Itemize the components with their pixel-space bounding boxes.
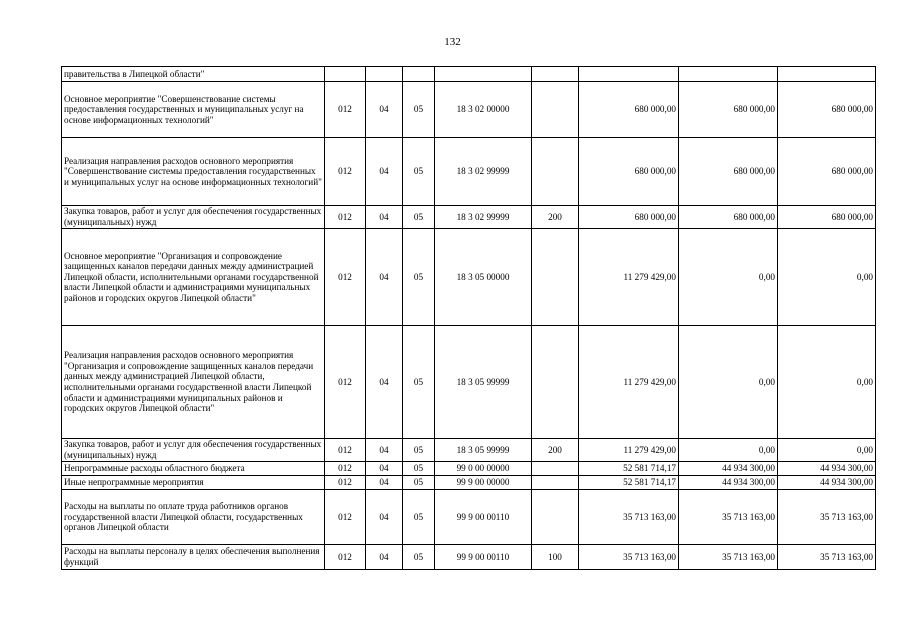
amount-year-3: 0,00 [778,439,876,462]
row-description: правительства в Липецкой области" [62,67,325,82]
ministry-code: 012 [325,229,366,326]
amount-year-3: 44 934 300,00 [778,462,876,476]
row-description: Закупка товаров, работ и услуг для обеспечения государственных (муниципальных) нужд [62,439,325,462]
amount-year-2: 0,00 [679,326,778,439]
target-article-code: 99 9 00 00000 [435,476,532,490]
row-description: Реализация направления расходов основного мероприятия "Совершенствование системы предоставления государственных и муниципальных услуг на основе информационных технологий" [62,138,325,206]
subsection-code: 05 [403,462,435,476]
row-description: Основное мероприятие "Совершенствование системы предоставления государственных и муниципальных услуг на основе информационных технологий" [62,82,325,138]
amount-year-3: 680 000,00 [778,206,876,229]
expense-type-code: 100 [532,545,579,570]
section-code: 04 [366,138,403,206]
budget-table [61,66,876,570]
amount-year-2: 680 000,00 [679,138,778,206]
amount-year-3: 0,00 [778,326,876,439]
section-code: 04 [366,476,403,490]
row-description: Реализация направления расходов основного мероприятия "Организация и сопровождение защищенных каналов передачи данных между администрацией Липецкой области, исполнительными органами государственной власти Липецкой области и администрациями муниципальных районов и городских округов Липецкой области" [62,326,325,439]
table-row [62,490,876,545]
table-row [62,138,876,206]
row-description: Иные непрограммные мероприятия [62,476,325,490]
ministry-code: 012 [325,326,366,439]
target-article-code: 18 3 02 99999 [435,138,532,206]
section-code: 04 [366,82,403,138]
amount-year-2: 680 000,00 [679,206,778,229]
amount-year-3: 35 713 163,00 [778,490,876,545]
amount-year-1: 11 279 429,00 [579,229,679,326]
row-description: Расходы на выплаты по оплате труда работников органов государственной власти Липецкой области, государственных органов Липецкой области [62,490,325,545]
target-article-code: 99 9 00 00110 [435,490,532,545]
amount-year-2: 35 713 163,00 [679,545,778,570]
amount-year-2: 44 934 300,00 [679,476,778,490]
amount-year-1: 680 000,00 [579,82,679,138]
table-row [62,67,876,82]
table-row [62,545,876,570]
table-row [62,326,876,439]
subsection-code [403,67,435,82]
subsection-code: 05 [403,229,435,326]
target-article-code: 18 3 02 99999 [435,206,532,229]
row-description: Непрограммные расходы областного бюджета [62,462,325,476]
target-article-code: 18 3 05 99999 [435,326,532,439]
amount-year-1: 11 279 429,00 [579,326,679,439]
target-article-code: 99 9 00 00110 [435,545,532,570]
amount-year-3: 44 934 300,00 [778,476,876,490]
amount-year-2: 680 000,00 [679,82,778,138]
table-row [62,439,876,462]
section-code: 04 [366,206,403,229]
section-code: 04 [366,545,403,570]
row-description: Основное мероприятие "Организация и сопровождение защищенных каналов передачи данных между администрацией Липецкой области, исполнительными органами государственной власти Липецкой области и администрациями муниципальных районов и городских округов Липецкой области" [62,229,325,326]
target-article-code: 18 3 05 99999 [435,439,532,462]
expense-type-code: 200 [532,206,579,229]
amount-year-1: 680 000,00 [579,138,679,206]
ministry-code [325,67,366,82]
amount-year-1: 680 000,00 [579,206,679,229]
amount-year-2 [679,67,778,82]
subsection-code: 05 [403,545,435,570]
amount-year-3: 680 000,00 [778,138,876,206]
ministry-code: 012 [325,490,366,545]
section-code: 04 [366,229,403,326]
subsection-code: 05 [403,326,435,439]
section-code: 04 [366,326,403,439]
expense-type-code [532,82,579,138]
expense-type-code [532,476,579,490]
amount-year-2: 0,00 [679,229,778,326]
ministry-code: 012 [325,82,366,138]
target-article-code: 18 3 02 00000 [435,82,532,138]
expense-type-code [532,326,579,439]
table-row [62,82,876,138]
expense-type-code [532,462,579,476]
section-code: 04 [366,490,403,545]
section-code: 04 [366,462,403,476]
expense-type-code [532,490,579,545]
amount-year-2: 0,00 [679,439,778,462]
target-article-code: 99 0 00 00000 [435,462,532,476]
target-article-code: 18 3 05 00000 [435,229,532,326]
table-row [62,476,876,490]
amount-year-3: 35 713 163,00 [778,545,876,570]
subsection-code: 05 [403,206,435,229]
expense-type-code [532,138,579,206]
ministry-code: 012 [325,462,366,476]
ministry-code: 012 [325,545,366,570]
amount-year-1: 52 581 714,17 [579,476,679,490]
expense-type-code [532,229,579,326]
expense-type-code: 200 [532,439,579,462]
amount-year-2: 44 934 300,00 [679,462,778,476]
ministry-code: 012 [325,439,366,462]
amount-year-2: 35 713 163,00 [679,490,778,545]
ministry-code: 012 [325,138,366,206]
amount-year-3 [778,67,876,82]
amount-year-3: 680 000,00 [778,82,876,138]
subsection-code: 05 [403,490,435,545]
section-code [366,67,403,82]
amount-year-1 [579,67,679,82]
section-code: 04 [366,439,403,462]
amount-year-1: 52 581 714,17 [579,462,679,476]
subsection-code: 05 [403,82,435,138]
amount-year-3: 0,00 [778,229,876,326]
subsection-code: 05 [403,476,435,490]
table-row [62,229,876,326]
subsection-code: 05 [403,439,435,462]
table-row [62,206,876,229]
page-number: 132 [444,36,461,48]
ministry-code: 012 [325,206,366,229]
amount-year-1: 35 713 163,00 [579,490,679,545]
row-description: Расходы на выплаты персоналу в целях обеспечения выполнения функций [62,545,325,570]
row-description: Закупка товаров, работ и услуг для обеспечения государственных (муниципальных) нужд [62,206,325,229]
target-article-code [435,67,532,82]
ministry-code: 012 [325,476,366,490]
table-row [62,462,876,476]
amount-year-1: 35 713 163,00 [579,545,679,570]
expense-type-code [532,67,579,82]
subsection-code: 05 [403,138,435,206]
amount-year-1: 11 279 429,00 [579,439,679,462]
